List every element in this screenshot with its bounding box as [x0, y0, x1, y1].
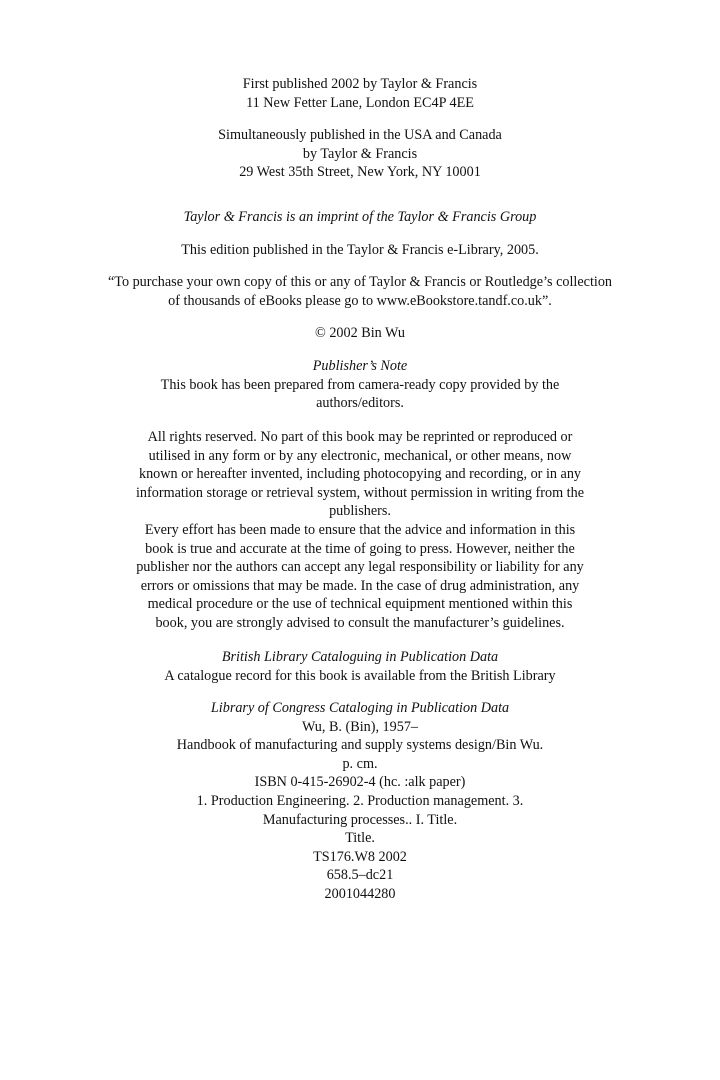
copyright-block [0, 324, 720, 343]
simultaneous-publisher: by Taylor & Francis [302, 145, 418, 162]
rights-line: known or hereafter invented, including photocopying and recording, or in any [138, 466, 582, 483]
purchase-line-2: of thousands of eBooks please go to www.eBookstore.tandf.co.uk”. [168, 292, 552, 309]
first-published-block [0, 75, 720, 112]
cip-lccn: 2001044280 [324, 885, 396, 902]
publisher-address-london: 11 New Fetter Lane, London EC4P 4EE [246, 94, 474, 111]
rights-line: publishers. [329, 503, 391, 520]
british-library-cip-line: A catalogue record for this book is available from the British Library [164, 667, 556, 684]
purchase-line-1: “To purchase your own copy of this or any of Taylor & Francis or Routledge’s collection [107, 274, 613, 290]
disclaimer-line: Every effort has been made to ensure that the advice and information in this [144, 521, 576, 538]
edition-block [0, 241, 720, 260]
imprint-statement: Taylor & Francis is an imprint of the Taylor & Francis Group [183, 209, 537, 225]
library-of-congress-cip-heading: Library of Congress Cataloging in Publication Data [210, 700, 510, 716]
publishers-note-block [0, 357, 720, 413]
publisher-address-new-york: 29 West 35th Street, New York, NY 10001 [239, 164, 481, 181]
disclaimer-line: publisher nor the authors can accept any legal responsibility or liability for any [136, 559, 584, 576]
cip-pages: p. cm. [342, 755, 378, 772]
publishers-note-heading: Publisher’s Note [312, 358, 408, 374]
edition-statement: This edition published in the Taylor & Francis e-Library, 2005. [181, 242, 539, 258]
disclaimer-line: book is true and accurate at the time of going to press. However, neither the [145, 540, 575, 557]
disclaimer-line: medical procedure or the use of technical equipment mentioned within this [147, 596, 573, 613]
cip-author: Wu, B. (Bin), 1957– [301, 718, 419, 735]
cip-dewey: 658.5–dc21 [326, 867, 394, 884]
rights-line: information storage or retrieval system, without permission in writing from the [135, 484, 584, 501]
simultaneous-publication-block [0, 126, 720, 182]
publishers-note-line: authors/editors. [316, 395, 404, 412]
imprint-block [0, 208, 720, 227]
cip-title: Handbook of manufacturing and supply systems design/Bin Wu. [176, 737, 544, 754]
rights-block [0, 428, 720, 633]
publishers-note-line: This book has been prepared from camera-ready copy provided by the [160, 376, 560, 393]
library-of-congress-cip-block [0, 699, 720, 904]
simultaneous-line: Simultaneously published in the USA and Canada [218, 127, 502, 143]
disclaimer-line: errors or omissions that may be made. In the case of drug administration, any [140, 577, 580, 594]
cip-subjects-cont: Manufacturing processes.. I. Title. [262, 811, 458, 828]
disclaimer-line: book, you are strongly advised to consult the manufacturer’s guidelines. [155, 614, 565, 631]
rights-line: utilised in any form or by any electronic, mechanical, or other means, now [148, 447, 572, 464]
copyright-notice: © 2002 Bin Wu [315, 325, 405, 341]
cip-isbn: ISBN 0-415-26902-4 (hc. :alk paper) [254, 774, 466, 791]
purchase-block [0, 273, 720, 310]
cip-lc-classification: TS176.W8 2002 [313, 848, 407, 865]
rights-line: All rights reserved. No part of this book may be reprinted or reproduced or [147, 429, 573, 445]
british-library-cip-block [0, 648, 720, 685]
first-published-line: First published 2002 by Taylor & Francis [242, 76, 478, 92]
british-library-cip-heading: British Library Cataloguing in Publication Data [221, 649, 499, 665]
cip-title-entry: Title. [345, 830, 375, 847]
cip-subjects: 1. Production Engineering. 2. Production management. 3. [196, 792, 524, 809]
